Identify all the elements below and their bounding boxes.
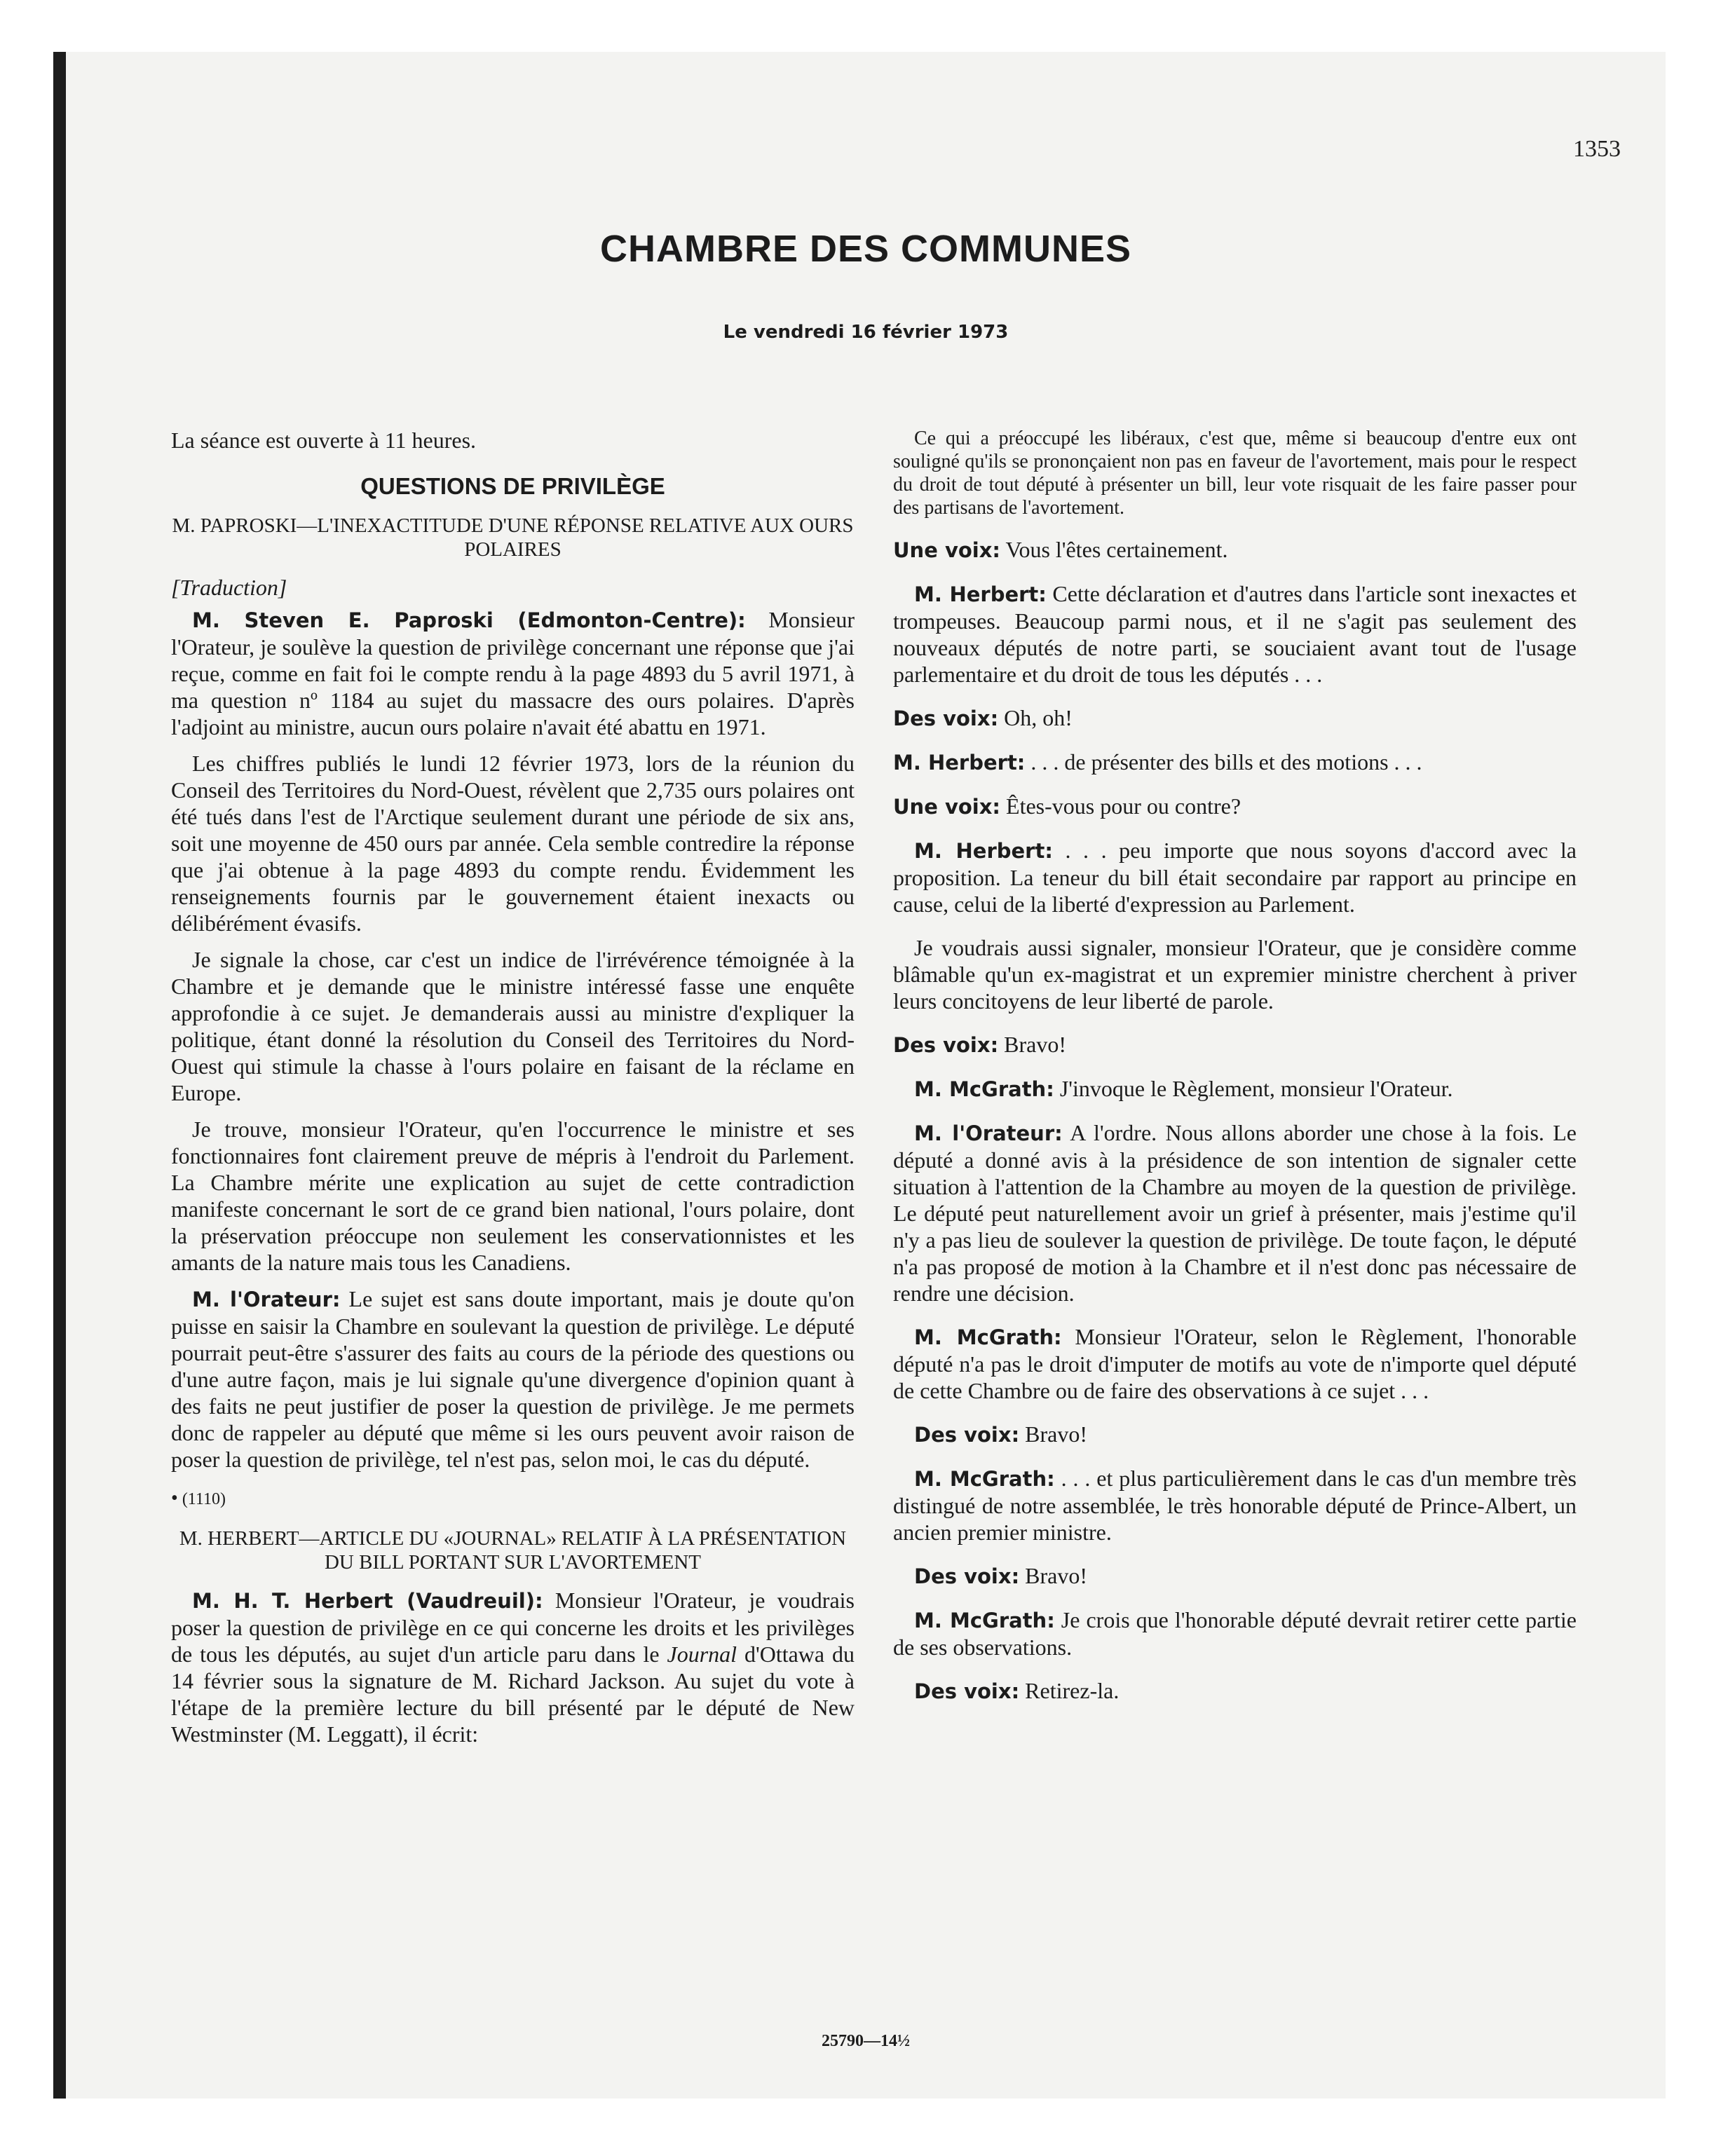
exchange: [893, 704, 1577, 732]
exchange: [893, 1323, 1577, 1404]
speech-text: Vous l'êtes certainement.: [1000, 537, 1228, 562]
paragraph: Les chiffres publiés le lundi 12 février 1973, lors de la réunion du Conseil des Territoires du Nord-Ouest, révèlent que 2,735 ours polaires ont été tués dans l'est de l'Arctique seulement durant une période de six ans, soit une moyenne de 450 ours par année. Cela semble contredire la réponse que j'ai obtenue à la page 4893 du compte rendu. Évidemment les renseignements fournis par le gouvernement étaient inexacts ou délibérément évasifs.: [171, 751, 855, 936]
page-title: CHAMBRE DES COMMUNES: [599, 228, 1132, 270]
speaker-name: Des voix:: [914, 1423, 1020, 1447]
speech-text: Monsieur l'Orateur, je voudrais poser la question de privilège en ce qui concerne les droits et les privilèges de tous les députés, au sujet d'un article paru dans le: [171, 1588, 855, 1667]
exchange: [893, 1075, 1577, 1103]
speaker-name: M. H. T. Herbert (Vaudreuil):: [192, 1589, 543, 1613]
speaker-name: M. l'Orateur:: [914, 1121, 1063, 1145]
exchange: [893, 1677, 1577, 1705]
page-number: 1353: [1573, 136, 1621, 162]
speech-text: Le sujet est sans doute important, mais je doute qu'on puisse en saisir la Chambre en soulevant la question de privilège. Le député pourrait peut-être s'assurer des faits au cours de la période des questions ou d'une autre façon, mais je lui signale qu'une divergence d'opinion quant à des faits ne peut justifier de poser la question de privilège. Je me permets donc de rappeler au député que même si les ours peuvent avoir raison de poser la question de privilège, tel n'est pas, selon moi, le cas du député.: [171, 1286, 855, 1472]
paragraph: Je signale la chose, car c'est un indice de l'irrévérence témoignée à la Chambre et je demande que le ministre intéressé fasse une enquête approfondie à ce sujet. Je demanderais aussi au ministre d'expliquer la politique, étant donné la résolution du Conseil des Territoires du Nord-Ouest qui stimule la chasse à l'ours polaire en faisant de la réclame en Europe.: [171, 947, 855, 1105]
speech-text: . . . de présenter des bills et des motions . . .: [1025, 749, 1422, 775]
exchange: [893, 1465, 1577, 1546]
speaker-name: M. McGrath:: [914, 1467, 1055, 1491]
speech-text: Bravo!: [1019, 1421, 1088, 1447]
speech-text: Bravo!: [1019, 1563, 1088, 1588]
paragraph: Je trouve, monsieur l'Orateur, qu'en l'occurrence le ministre et ses fonctionnaires font clairement preuve de mépris à l'endroit du Parlement. La Chambre mérite une explication au sujet de cette contradiction manifeste concernant le sort de ce grand bien national, l'ours polaire, dont la préservation préoccupe non seulement les conservationnistes et les amants de la nature mais tous les Canadiens.: [171, 1117, 855, 1275]
time-marker: [171, 1485, 855, 1513]
speaker-name: Des voix:: [893, 707, 999, 730]
speaker-name: M. Herbert:: [893, 751, 1026, 775]
print-job-number: 25790—14½: [822, 2032, 910, 2050]
newspaper-name: Journal: [667, 1642, 737, 1667]
speech-text: A l'ordre. Nous allons aborder une chose à la fois. Le député a donné avis à la présidence de son intention de signaler cette situation à l'attention de la Chambre au moyen de la question de privilège. Le député peut naturellement avoir un grief à présenter, mais j'estime qu'il n'y a pas lieu de soulever la question de privilège. De toute façon, le député n'a pas proposé de motion à la Chambre et il n'est donc pas nécessaire de rendre une décision.: [893, 1120, 1577, 1306]
speech-text: d'Ottawa du 14 février sous la signature de M. Richard Jackson. Au sujet du vote à l'étape de la première lecture du bill présenté par le député de New Westminster (M. Leggatt), il écrit:: [171, 1642, 855, 1747]
exchange: [893, 1031, 1577, 1058]
speech-text: Monsieur l'Orateur, je soulève la question de privilège concernant une réponse que j'ai reçue, comme en fait foi le compte rendu à la page 4893 du 5 avril 1971, à ma question nº 1184 au sujet du massacre des ours polaires. D'après l'adjoint au ministre, aucun ours polaire n'avait été abattu en 1971.: [171, 607, 855, 739]
exchange: [893, 749, 1577, 776]
exchange: [893, 1119, 1577, 1306]
right-column: [893, 427, 1577, 1721]
speaker-name: M. Steven E. Paproski (Edmonton-Centre):: [192, 608, 746, 632]
speaker-name: Des voix:: [893, 1033, 999, 1057]
left-column: [171, 427, 855, 1757]
speech-text: J'invoque le Règlement, monsieur l'Orateur.: [1054, 1076, 1453, 1101]
speaker-name: Des voix:: [914, 1679, 1020, 1703]
opening-line: La séance est ouverte à 11 heures.: [171, 428, 477, 453]
exchange: [893, 837, 1577, 917]
speaker-name: Une voix:: [893, 538, 1001, 562]
speech-text: Monsieur l'Orateur, selon le Règlement, l'honorable député n'a pas le droit d'imputer de motifs au vote de n'importe quel député de cette Chambre ou de faire des observations à ce sujet . . .: [893, 1324, 1577, 1403]
speech-text: Oh, oh!: [998, 705, 1073, 730]
quoted-article: Ce qui a préoccupé les libéraux, c'est que, même si beaucoup d'entre eux ont souligné qu'ils se prononçaient non pas en faveur de l'avortement, mais pour le respect du droit de tout député à présenter un bill, leur vote risquait de les faire passer pour des partisans de l'avortement.: [893, 428, 1577, 519]
exchange: [893, 1421, 1577, 1448]
section-heading: QUESTIONS DE PRIVILÈGE: [360, 473, 665, 499]
exchange: [893, 793, 1577, 820]
exchange: [893, 1562, 1577, 1590]
speech-text: Je crois que l'honorable député devrait retirer cette partie de ses observations.: [893, 1607, 1577, 1660]
paragraph-orateur: [171, 1285, 855, 1473]
exchange: [893, 1606, 1577, 1660]
speech-text: . . . et plus particulièrement dans le cas d'un membre très distingué de notre assemblée, le très honorable député de Prince-Albert, un ancien premier ministre.: [893, 1466, 1577, 1545]
speaker-name: M. Herbert:: [914, 839, 1053, 863]
paragraph-paproski: [171, 606, 855, 740]
speech-text: Retirez-la.: [1019, 1678, 1120, 1703]
speech-text: Êtes-vous pour ou contre?: [1000, 793, 1241, 819]
speaker-name: M. Herbert:: [914, 582, 1047, 606]
paragraph: Je voudrais aussi signaler, monsieur l'Orateur, que je considère comme blâmable qu'un ex-magistrat et un expremier ministre cherchent à priver leurs concitoyens de leur liberté de parole.: [893, 935, 1577, 1014]
paragraph-herbert: [171, 1587, 855, 1747]
speaker-name: M. McGrath:: [914, 1325, 1062, 1349]
bullet-icon: •: [171, 1487, 178, 1509]
exchange: [893, 536, 1577, 564]
translation-note: [Traduction]: [171, 575, 287, 600]
speech-text: Cette déclaration et d'autres dans l'article sont inexactes et trompeuses. Beaucoup parmi nous, et il ne s'agit pas seulement des nouveaux députés de notre parti, se souciaient avant tout de l'usage parlementaire et du droit de tous les députés . . .: [893, 581, 1577, 687]
speaker-name: M. McGrath:: [914, 1077, 1054, 1101]
subheading-paproski: M. PAPROSKI—L'INEXACTITUDE D'UNE RÉPONSE RELATIVE AUX OURS POLAIRES: [172, 514, 854, 561]
speech-text: . . . peu importe que nous soyons d'accord avec la proposition. La teneur du bill était secondaire par rapport au principe en cause, celui de la liberté d'expression au Parlement.: [893, 838, 1577, 917]
speaker-name: Une voix:: [893, 795, 1001, 819]
sitting-date: Le vendredi 16 février 1973: [723, 322, 1009, 343]
exchange: [893, 580, 1577, 688]
subheading-herbert: M. HERBERT—ARTICLE DU «JOURNAL» RELATIF À LA PRÉSENTATION DU BILL PORTANT SUR L'AVORTEMENT: [179, 1527, 847, 1574]
speaker-name: M. McGrath:: [914, 1609, 1055, 1632]
scanned-page: [53, 52, 1666, 2099]
speaker-name: M. l'Orateur:: [192, 1288, 341, 1311]
speech-text: Bravo!: [998, 1032, 1067, 1057]
time-stamp: (1110): [182, 1490, 226, 1508]
speaker-name: Des voix:: [914, 1564, 1020, 1588]
